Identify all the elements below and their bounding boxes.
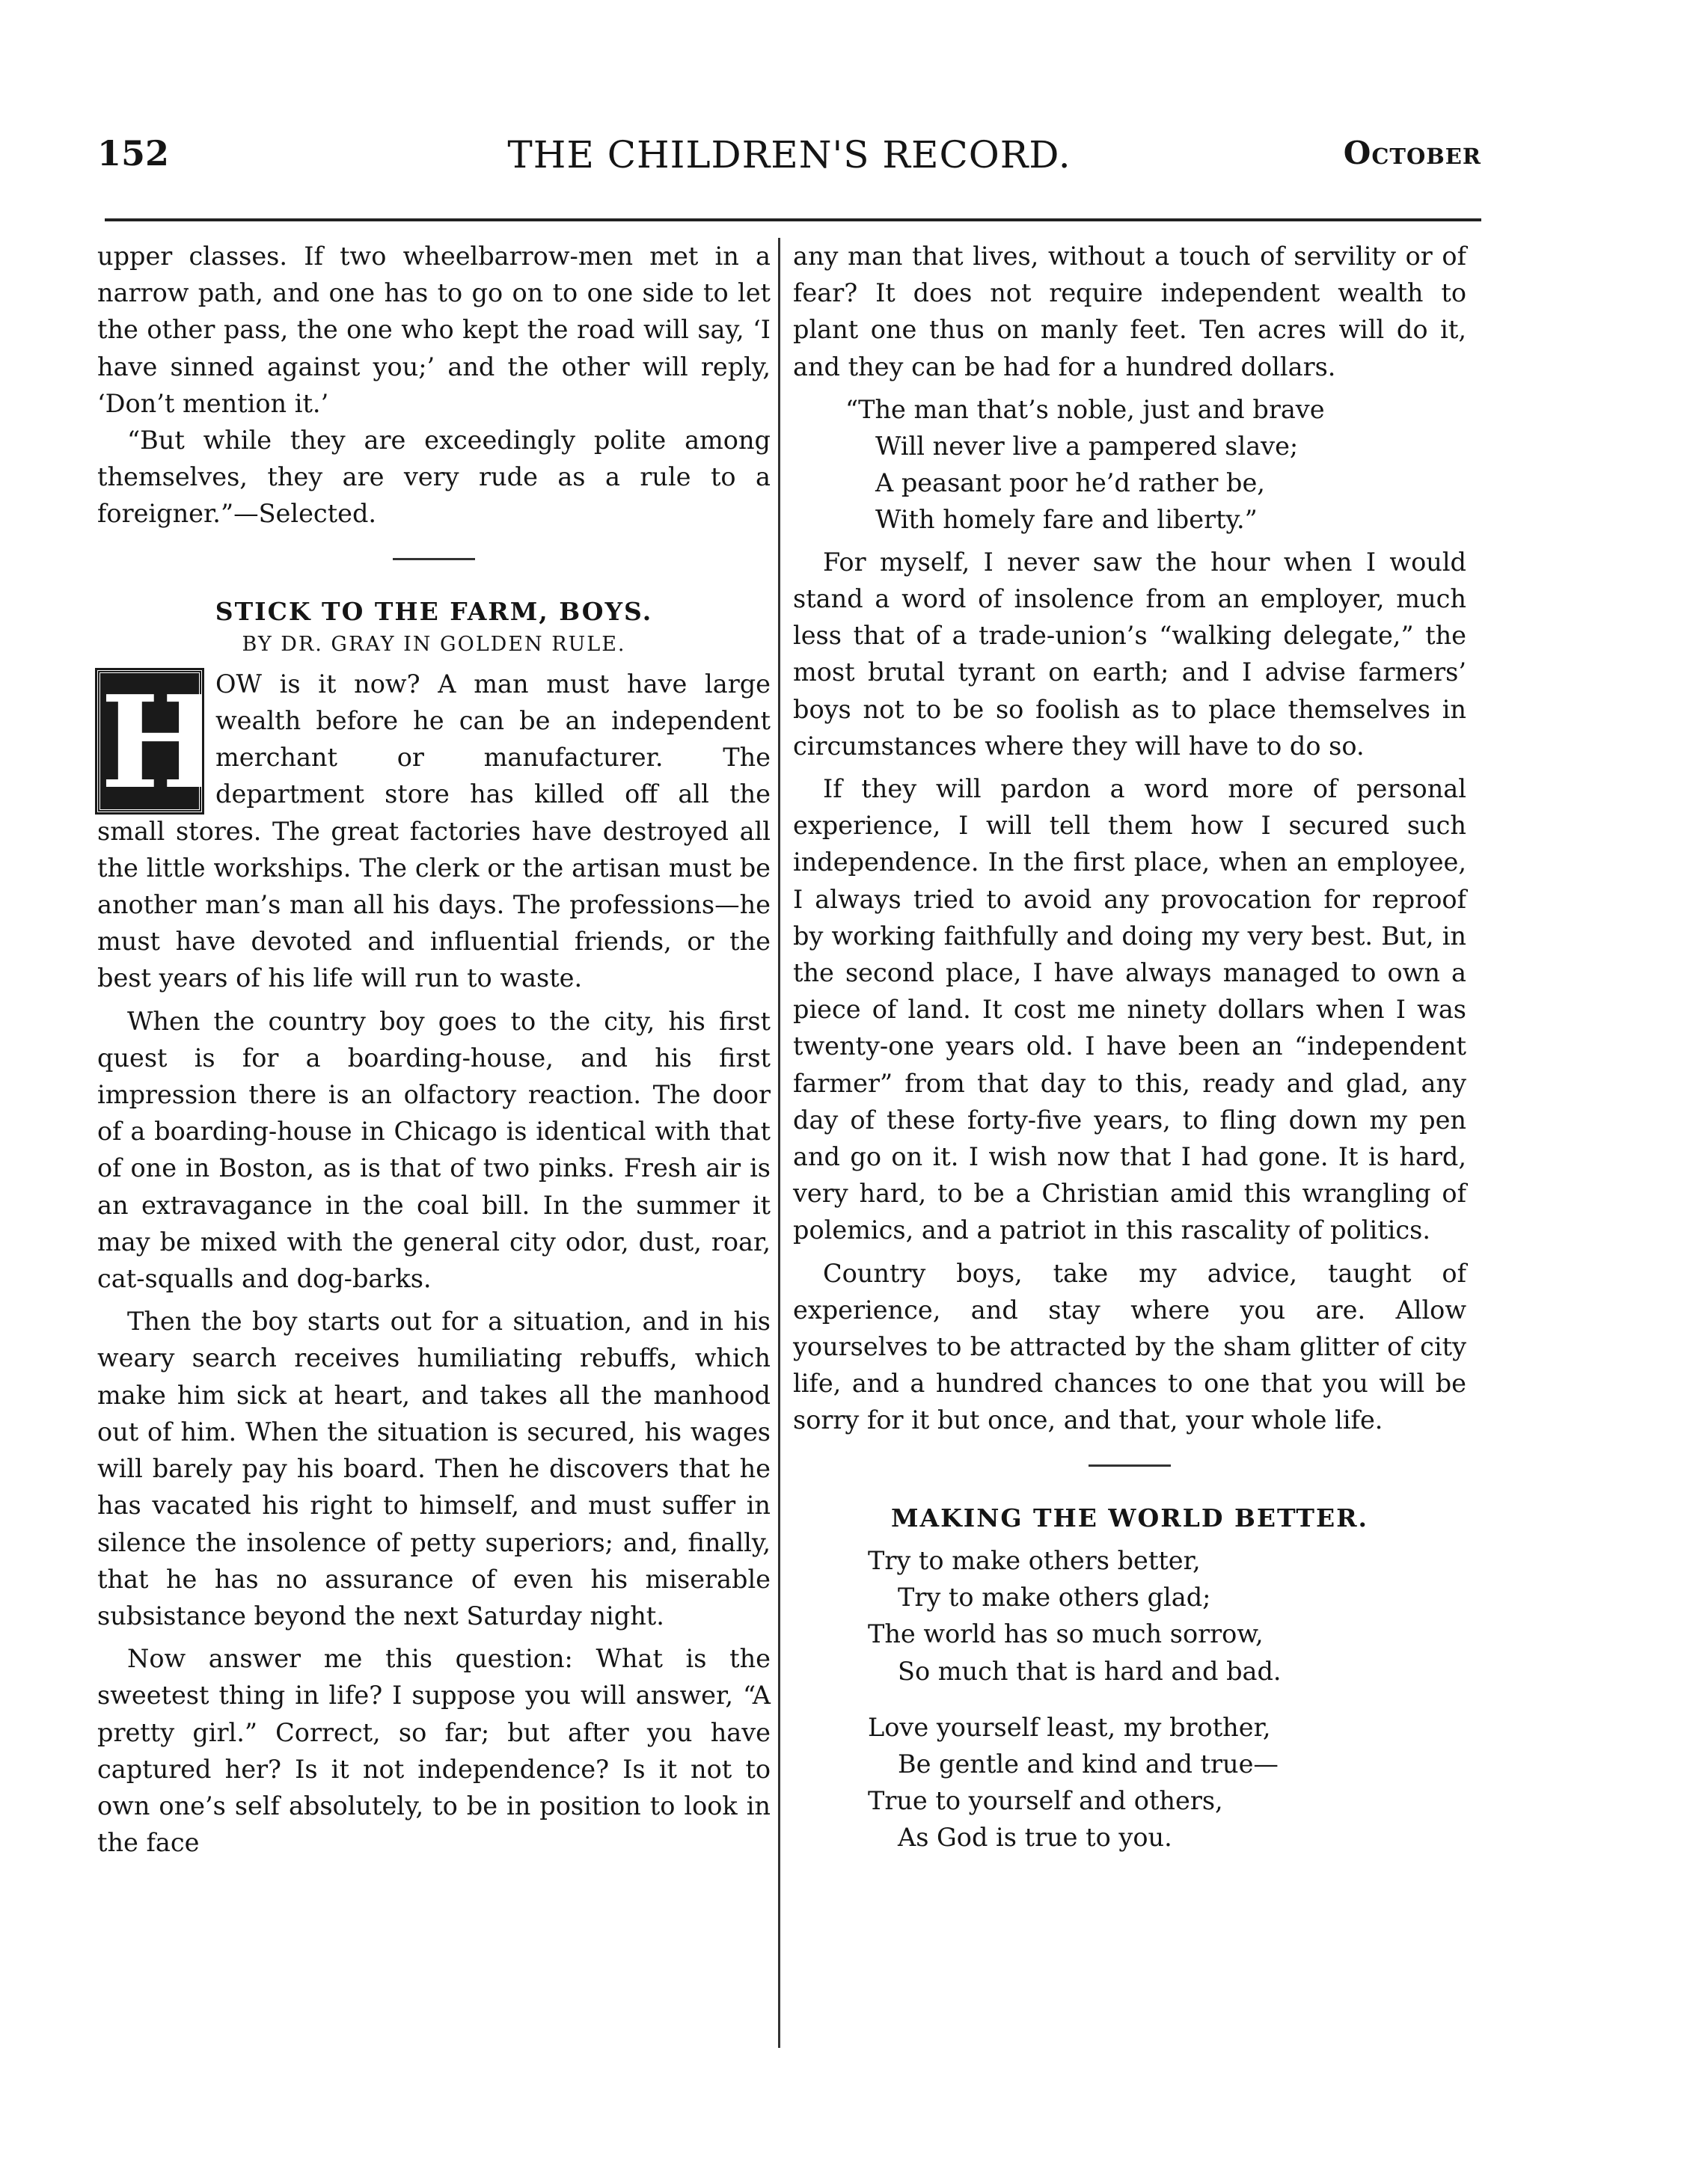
verse-line: A peasant poor he’d rather be, <box>875 467 1265 497</box>
issue-month: October <box>1343 135 1481 171</box>
paragraph <box>97 666 771 997</box>
verse-line: Will never live a pampered slave; <box>875 431 1299 461</box>
poem-line: So much that is hard and bad. <box>898 1656 1282 1686</box>
right-column <box>793 238 1466 1856</box>
article-title: STICK TO THE FARM, BOYS. <box>215 596 653 626</box>
poem-line: As God is true to you. <box>898 1823 1172 1853</box>
column-divider <box>778 238 780 2048</box>
running-title: THE CHILDREN'S RECORD. <box>507 133 1071 177</box>
poem-line: Try to make others glad; <box>898 1583 1211 1613</box>
poem <box>793 1542 1466 1856</box>
paragraph: upper classes. If two wheelbarrow-men met in a narrow path, and one has to go on to one side to let the other pass, the one who kept the road will say, ‘I have sinned against you;’ and the other will reply, ‘Don’t mention it.’ <box>97 242 771 418</box>
section-divider <box>1089 1464 1171 1467</box>
page-header <box>97 133 1481 200</box>
section-divider <box>393 558 475 560</box>
article-byline: BY DR. GRAY IN GOLDEN RULE. <box>242 632 626 656</box>
left-column <box>97 238 771 1861</box>
poem-line: True to yourself and others, <box>868 1786 1223 1816</box>
paragraph: Country boys, take my advice, taught of experience, and stay where you are. Allow yourselves to be attracted by the sham glitter of city life, and a hundred chances to one that you will be sorry for it but once, and that, your whole life. <box>793 1258 1466 1435</box>
poem-line: Try to make others better, <box>868 1545 1201 1575</box>
paragraph: Now answer me this question: What is the sweetest thing in life? I suppose you will answer, “A pretty girl.” Correct, so far; but after you have captured her? Is it not independence? Is it not to own one’s self absolutely, to be in position to look in the face <box>97 1644 771 1858</box>
drop-cap-letter: H <box>100 667 221 818</box>
verse-line: With homely fare and liberty.” <box>875 504 1258 534</box>
paragraph: If they will pardon a word more of personal experience, I will tell them how I secured such independence. In the first place, when an employee, I always tried to avoid any provocation for reproof by working faithfully and doing my very best. But, in the second place, I have always managed to own a piece of land. It cost me ninety dollars when I was twenty-one years old. I have been an “independent farmer” from that day to this, ready and glad, any day of these forty-five years, to fling down my pen and go on it. I wish now that I had gone. It is hard, very hard, to be a Christian amid this wrangling of polemics, and a patriot in this rascality of politics. <box>793 774 1466 1245</box>
header-rule <box>105 218 1481 221</box>
drop-cap-ornament <box>97 667 221 818</box>
paragraph: When the country boy goes to the city, his first quest is for a boarding-house, and his first impression there is an olfactory reaction. The door of a boarding-house in Chicago is identical with that of one in Boston, as is that of two pinks. Fresh air is an extravagance in the coal bill. In the summer it may be mixed with the general city odor, dust, roar, cat-squalls and dog-barks. <box>97 1006 771 1294</box>
paragraph: Then the boy starts out for a situation, and in his weary search receives humiliating rebuffs, which make him sick at heart, and takes all the manhood out of him. When the situation is secured, his wages will barely pay his board. Then he discovers that he has vacated his right to himself, and must suffer in silence the insolence of petty superiors; and, finally, that he has no assurance of even his miserable subsistance beyond the next Saturday night. <box>97 1307 771 1631</box>
stanza-break <box>868 1690 1466 1709</box>
paragraph-text: OW is it now? A man must have large wealth before he can be an independent merchant or manufacturer. The department store has killed off all the small stores. The great factories have destroyed all the little workships. The clerk or the artisan must be another man’s man all his days. The professions—he must have devoted and influential friends, or the best years of his life will run to waste. <box>97 669 771 993</box>
page-number: 152 <box>97 133 170 174</box>
paragraph: “But while they are exceedingly polite among themselves, they are very rude as a rule to a foreigner.”—Selected. <box>97 426 771 529</box>
verse-line: “The man that’s noble, just and brave <box>845 394 1325 424</box>
quoted-verse <box>793 391 1466 538</box>
poem-title: MAKING THE WORLD BETTER. <box>890 1503 1369 1533</box>
paragraph: For myself, I never saw the hour when I would stand a word of insolence from an employer, much less that of a trade-union’s “walking delegate,” the most brutal tyrant on earth; and I advise farmers’ boys not to be so foolish as to place themselves in circumstances where they will have to do so. <box>793 547 1466 761</box>
paragraph: any man that lives, without a touch of servility or of fear? It does not require independent wealth to plant one thus on manly feet. Ten acres will do it, and they can be had for a hundred dollars. <box>793 242 1466 381</box>
poem-line: Be gentle and kind and true— <box>898 1749 1279 1779</box>
poem-line: Love yourself least, my brother, <box>868 1712 1271 1742</box>
poem-line: The world has so much sorrow, <box>868 1619 1264 1649</box>
